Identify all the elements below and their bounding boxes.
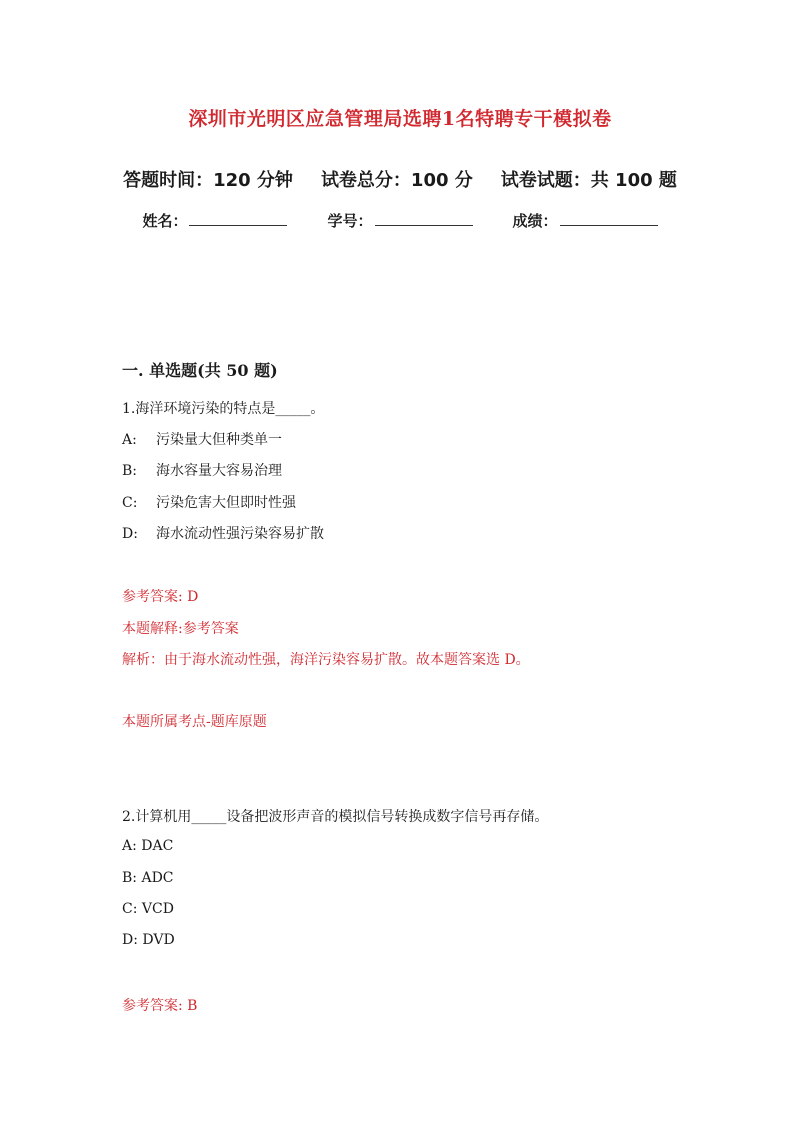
grade-blank[interactable] xyxy=(560,211,658,226)
question-1-option-d xyxy=(122,523,324,543)
question-2-stem: 2.计算机用_____设备把波形声音的模拟信号转换成数字信号再存储。 xyxy=(122,809,549,825)
student-id-label: 学号： xyxy=(327,212,373,230)
option-label: C: xyxy=(122,495,138,511)
option-text: ADC xyxy=(141,870,174,886)
grade-label: 成绩： xyxy=(512,212,558,230)
student-id-blank[interactable] xyxy=(375,211,473,226)
option-label: A: xyxy=(122,838,137,854)
option-text: 污染量大但种类单一 xyxy=(156,432,282,448)
option-text: DAC xyxy=(141,838,174,854)
question-2-option-a xyxy=(122,838,173,854)
option-text: 污染危害大但即时性强 xyxy=(156,495,296,511)
question-2-option-b xyxy=(122,870,174,886)
question-1-option-a xyxy=(122,429,282,449)
option-label: B: xyxy=(122,463,138,479)
option-label: A: xyxy=(122,432,137,448)
question-2-answer: 参考答案: B xyxy=(122,998,198,1014)
question-1-source: 本题所属考点-题库原题 xyxy=(122,714,267,730)
option-text: 海水容量大容易治理 xyxy=(156,463,282,479)
grade-field xyxy=(513,210,658,231)
question-1-explanation: 解析：由于海水流动性强，海洋污染容易扩散。故本题答案选 D。 xyxy=(122,652,530,668)
name-label: 姓名： xyxy=(142,212,188,230)
option-text: DVD xyxy=(142,932,175,948)
name-field xyxy=(142,210,287,231)
option-label: C: xyxy=(122,901,138,917)
option-label: D: xyxy=(122,526,138,542)
question-1-answer: 参考答案: D xyxy=(122,589,199,605)
question-2-option-d xyxy=(122,932,175,948)
question-1-explain-title: 本题解释:参考答案 xyxy=(122,621,239,637)
question-2-option-c xyxy=(122,901,174,917)
exam-meta xyxy=(0,166,800,192)
exam-time: 答题时间：120 分钟 xyxy=(123,170,293,191)
exam-question-count: 试卷试题：共 100 题 xyxy=(500,170,677,191)
option-text: 海水流动性强污染容易扩散 xyxy=(156,526,324,542)
question-1-stem: 1.海洋环境污染的特点是_____。 xyxy=(122,401,325,417)
option-label: D: xyxy=(122,932,138,948)
option-text: VCD xyxy=(141,901,174,917)
question-1-option-b xyxy=(122,460,282,480)
exam-title: 深圳市光明区应急管理局选聘1名特聘专干模拟卷 xyxy=(188,108,612,130)
exam-total-score: 试卷总分：100 分 xyxy=(320,170,473,191)
section-heading: 一. 单选题(共 50 题) xyxy=(122,361,278,380)
student-id-field xyxy=(327,210,472,231)
question-1-option-c xyxy=(122,492,296,512)
student-fields xyxy=(0,210,800,231)
option-label: B: xyxy=(122,870,138,886)
name-blank[interactable] xyxy=(189,211,287,226)
